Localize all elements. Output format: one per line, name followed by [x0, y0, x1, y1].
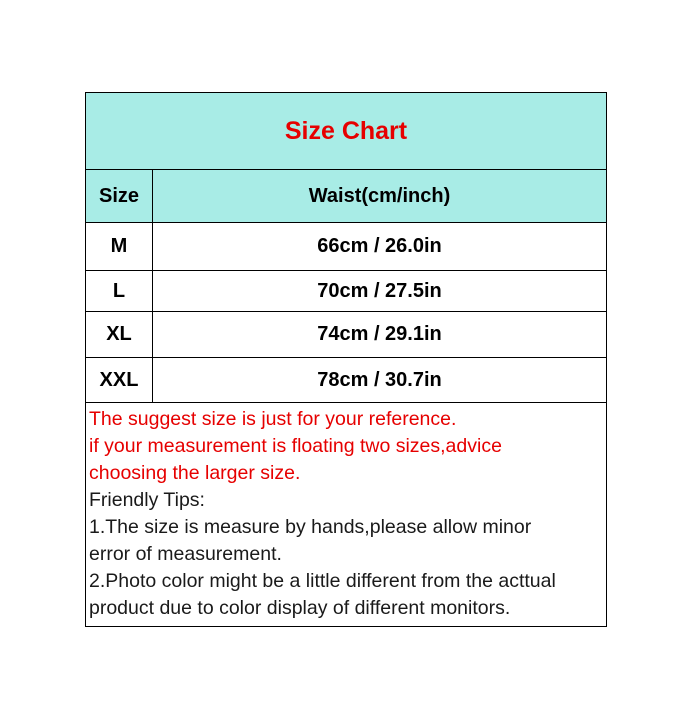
notes-cell [86, 403, 607, 627]
header-size: Size [86, 170, 153, 223]
tip-1-line-1: 1.The size is measure by hands,please allow minor [89, 516, 532, 538]
size-cell: XL [86, 312, 153, 358]
tips-heading: Friendly Tips: [89, 489, 205, 511]
chart-title: Size Chart [86, 93, 607, 170]
waist-cell: 78cm / 30.7in [153, 358, 607, 403]
title-row [86, 93, 607, 170]
tip-2-line-1: 2.Photo color might be a little different from the acttual [89, 570, 556, 592]
tip-1-line-2: error of measurement. [89, 543, 282, 565]
header-row [86, 170, 607, 223]
size-cell: L [86, 271, 153, 312]
note-larger-size: choosing the larger size. [89, 462, 301, 484]
waist-cell: 66cm / 26.0in [153, 223, 607, 271]
note-floating-sizes: if your measurement is floating two sizes,advice [89, 435, 502, 457]
tip-2-line-2: product due to color display of different monitors. [89, 597, 511, 619]
header-waist: Waist(cm/inch) [153, 170, 607, 223]
table-row [86, 271, 607, 312]
note-reference: The suggest size is just for your reference. [89, 408, 457, 430]
waist-cell: 74cm / 29.1in [153, 312, 607, 358]
size-chart-table [85, 92, 607, 627]
notes-row [86, 403, 607, 627]
table-row [86, 312, 607, 358]
size-cell: M [86, 223, 153, 271]
table-row [86, 358, 607, 403]
waist-cell: 70cm / 27.5in [153, 271, 607, 312]
size-cell: XXL [86, 358, 153, 403]
table-row [86, 223, 607, 271]
